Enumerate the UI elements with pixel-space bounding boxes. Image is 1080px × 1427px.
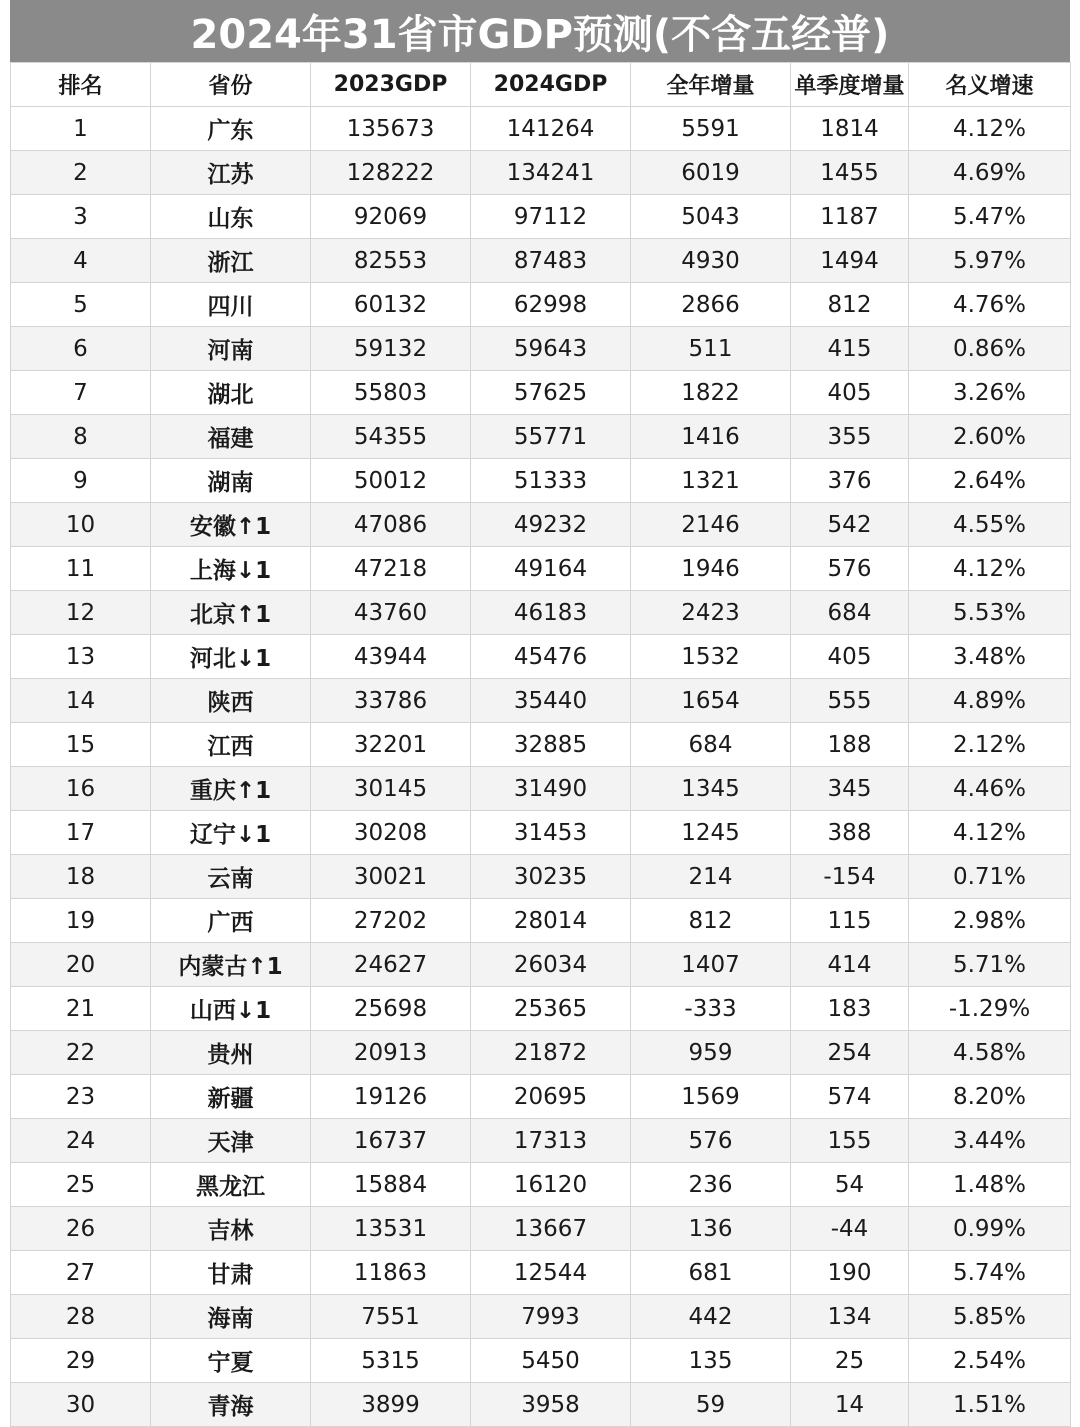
cell-annual-increase: 5043 — [631, 195, 791, 239]
cell-rank: 18 — [11, 855, 151, 899]
header-nominal-growth: 名义增速 — [909, 63, 1071, 107]
cell-rank: 28 — [11, 1295, 151, 1339]
table-row — [11, 1075, 1071, 1119]
cell-rank: 29 — [11, 1339, 151, 1383]
cell-quarter-increase: 188 — [791, 723, 909, 767]
cell-gdp-2023: 20913 — [311, 1031, 471, 1075]
cell-annual-increase: 2423 — [631, 591, 791, 635]
cell-gdp-2024: 12544 — [471, 1251, 631, 1295]
cell-province: 安徽↑1 — [151, 503, 311, 547]
cell-quarter-increase: 355 — [791, 415, 909, 459]
cell-province: 内蒙古↑1 — [151, 943, 311, 987]
table-row — [11, 679, 1071, 723]
cell-province: 北京↑1 — [151, 591, 311, 635]
cell-gdp-2024: 35440 — [471, 679, 631, 723]
cell-gdp-2024: 25365 — [471, 987, 631, 1031]
cell-gdp-2024: 55771 — [471, 415, 631, 459]
cell-province: 吉林 — [151, 1207, 311, 1251]
cell-annual-increase: 1822 — [631, 371, 791, 415]
cell-annual-increase: 1321 — [631, 459, 791, 503]
cell-province: 四川 — [151, 283, 311, 327]
cell-province: 山西↓1 — [151, 987, 311, 1031]
cell-gdp-2023: 43760 — [311, 591, 471, 635]
cell-quarter-increase: 25 — [791, 1339, 909, 1383]
cell-rank: 12 — [11, 591, 151, 635]
page-title: 2024年31省市GDP预测(不含五经普) — [10, 0, 1070, 62]
cell-nominal-growth: 5.85% — [909, 1295, 1071, 1339]
cell-annual-increase: 236 — [631, 1163, 791, 1207]
cell-gdp-2024: 20695 — [471, 1075, 631, 1119]
cell-quarter-increase: 376 — [791, 459, 909, 503]
table-body — [11, 107, 1071, 1427]
cell-annual-increase: 136 — [631, 1207, 791, 1251]
table-row — [11, 1295, 1071, 1339]
cell-annual-increase: 6019 — [631, 151, 791, 195]
cell-rank: 15 — [11, 723, 151, 767]
cell-gdp-2024: 7993 — [471, 1295, 631, 1339]
cell-rank: 10 — [11, 503, 151, 547]
cell-gdp-2023: 135673 — [311, 107, 471, 151]
cell-province: 广东 — [151, 107, 311, 151]
cell-annual-increase: 684 — [631, 723, 791, 767]
cell-gdp-2023: 43944 — [311, 635, 471, 679]
cell-quarter-increase: 14 — [791, 1383, 909, 1427]
cell-gdp-2023: 30208 — [311, 811, 471, 855]
cell-rank: 11 — [11, 547, 151, 591]
cell-quarter-increase: 414 — [791, 943, 909, 987]
cell-gdp-2023: 128222 — [311, 151, 471, 195]
cell-rank: 20 — [11, 943, 151, 987]
cell-nominal-growth: 2.64% — [909, 459, 1071, 503]
cell-nominal-growth: -1.29% — [909, 987, 1071, 1031]
cell-rank: 9 — [11, 459, 151, 503]
cell-province: 天津 — [151, 1119, 311, 1163]
cell-gdp-2023: 33786 — [311, 679, 471, 723]
cell-nominal-growth: 4.12% — [909, 811, 1071, 855]
cell-gdp-2023: 54355 — [311, 415, 471, 459]
table-row — [11, 1031, 1071, 1075]
cell-gdp-2023: 25698 — [311, 987, 471, 1031]
cell-nominal-growth: 4.58% — [909, 1031, 1071, 1075]
cell-province: 陕西 — [151, 679, 311, 723]
table-row — [11, 855, 1071, 899]
cell-gdp-2024: 46183 — [471, 591, 631, 635]
cell-annual-increase: 511 — [631, 327, 791, 371]
cell-annual-increase: -333 — [631, 987, 791, 1031]
cell-quarter-increase: 388 — [791, 811, 909, 855]
cell-nominal-growth: 0.86% — [909, 327, 1071, 371]
cell-rank: 30 — [11, 1383, 151, 1427]
cell-province: 江西 — [151, 723, 311, 767]
cell-annual-increase: 4930 — [631, 239, 791, 283]
cell-nominal-growth: 1.51% — [909, 1383, 1071, 1427]
cell-quarter-increase: 415 — [791, 327, 909, 371]
cell-gdp-2023: 82553 — [311, 239, 471, 283]
cell-annual-increase: 1416 — [631, 415, 791, 459]
cell-nominal-growth: 8.20% — [909, 1075, 1071, 1119]
table-row — [11, 1339, 1071, 1383]
cell-gdp-2023: 47218 — [311, 547, 471, 591]
cell-quarter-increase: -154 — [791, 855, 909, 899]
cell-nominal-growth: 5.53% — [909, 591, 1071, 635]
cell-annual-increase: 576 — [631, 1119, 791, 1163]
cell-province: 云南 — [151, 855, 311, 899]
cell-gdp-2024: 51333 — [471, 459, 631, 503]
cell-gdp-2024: 5450 — [471, 1339, 631, 1383]
cell-annual-increase: 135 — [631, 1339, 791, 1383]
cell-gdp-2024: 31490 — [471, 767, 631, 811]
cell-rank: 2 — [11, 151, 151, 195]
cell-quarter-increase: 574 — [791, 1075, 909, 1119]
cell-gdp-2024: 21872 — [471, 1031, 631, 1075]
table-row — [11, 899, 1071, 943]
cell-rank: 8 — [11, 415, 151, 459]
cell-quarter-increase: -44 — [791, 1207, 909, 1251]
cell-quarter-increase: 555 — [791, 679, 909, 723]
table-row — [11, 1383, 1071, 1427]
cell-rank: 27 — [11, 1251, 151, 1295]
cell-annual-increase: 59 — [631, 1383, 791, 1427]
cell-rank: 5 — [11, 283, 151, 327]
cell-province: 福建 — [151, 415, 311, 459]
cell-nominal-growth: 3.48% — [909, 635, 1071, 679]
cell-province: 河南 — [151, 327, 311, 371]
cell-gdp-2023: 16737 — [311, 1119, 471, 1163]
cell-province: 海南 — [151, 1295, 311, 1339]
cell-rank: 16 — [11, 767, 151, 811]
cell-province: 宁夏 — [151, 1339, 311, 1383]
table-row — [11, 723, 1071, 767]
header-gdp-2023: 2023GDP — [311, 63, 471, 107]
cell-annual-increase: 442 — [631, 1295, 791, 1339]
cell-gdp-2024: 26034 — [471, 943, 631, 987]
table-header-row — [11, 63, 1071, 107]
cell-quarter-increase: 405 — [791, 371, 909, 415]
cell-gdp-2023: 7551 — [311, 1295, 471, 1339]
cell-rank: 22 — [11, 1031, 151, 1075]
cell-annual-increase: 5591 — [631, 107, 791, 151]
cell-quarter-increase: 54 — [791, 1163, 909, 1207]
cell-gdp-2023: 60132 — [311, 283, 471, 327]
cell-rank: 21 — [11, 987, 151, 1031]
cell-nominal-growth: 5.47% — [909, 195, 1071, 239]
cell-gdp-2024: 97112 — [471, 195, 631, 239]
cell-gdp-2024: 49164 — [471, 547, 631, 591]
cell-rank: 26 — [11, 1207, 151, 1251]
cell-nominal-growth: 4.12% — [909, 547, 1071, 591]
cell-gdp-2024: 62998 — [471, 283, 631, 327]
cell-gdp-2024: 32885 — [471, 723, 631, 767]
cell-annual-increase: 1345 — [631, 767, 791, 811]
cell-quarter-increase: 542 — [791, 503, 909, 547]
cell-province: 贵州 — [151, 1031, 311, 1075]
cell-annual-increase: 1569 — [631, 1075, 791, 1119]
cell-rank: 25 — [11, 1163, 151, 1207]
cell-rank: 7 — [11, 371, 151, 415]
cell-quarter-increase: 134 — [791, 1295, 909, 1339]
cell-annual-increase: 2866 — [631, 283, 791, 327]
table-row — [11, 1163, 1071, 1207]
cell-nominal-growth: 5.71% — [909, 943, 1071, 987]
table-row — [11, 767, 1071, 811]
table-row — [11, 635, 1071, 679]
header-gdp-2024: 2024GDP — [471, 63, 631, 107]
cell-gdp-2024: 16120 — [471, 1163, 631, 1207]
cell-gdp-2024: 87483 — [471, 239, 631, 283]
cell-gdp-2023: 24627 — [311, 943, 471, 987]
cell-nominal-growth: 5.97% — [909, 239, 1071, 283]
cell-quarter-increase: 1814 — [791, 107, 909, 151]
cell-gdp-2024: 57625 — [471, 371, 631, 415]
cell-gdp-2023: 59132 — [311, 327, 471, 371]
cell-gdp-2023: 30021 — [311, 855, 471, 899]
cell-quarter-increase: 1187 — [791, 195, 909, 239]
table-row — [11, 151, 1071, 195]
table-row — [11, 503, 1071, 547]
cell-nominal-growth: 4.55% — [909, 503, 1071, 547]
cell-province: 辽宁↓1 — [151, 811, 311, 855]
cell-annual-increase: 1245 — [631, 811, 791, 855]
cell-nominal-growth: 3.44% — [909, 1119, 1071, 1163]
cell-quarter-increase: 1455 — [791, 151, 909, 195]
table-row — [11, 371, 1071, 415]
header-annual-increase: 全年增量 — [631, 63, 791, 107]
cell-province: 湖北 — [151, 371, 311, 415]
cell-gdp-2024: 28014 — [471, 899, 631, 943]
header-province: 省份 — [151, 63, 311, 107]
cell-rank: 13 — [11, 635, 151, 679]
cell-rank: 17 — [11, 811, 151, 855]
cell-quarter-increase: 190 — [791, 1251, 909, 1295]
cell-gdp-2023: 47086 — [311, 503, 471, 547]
table-row — [11, 943, 1071, 987]
cell-annual-increase: 1532 — [631, 635, 791, 679]
cell-province: 广西 — [151, 899, 311, 943]
table-row — [11, 415, 1071, 459]
cell-quarter-increase: 684 — [791, 591, 909, 635]
cell-province: 江苏 — [151, 151, 311, 195]
cell-province: 河北↓1 — [151, 635, 311, 679]
table-row — [11, 459, 1071, 503]
table-row — [11, 1119, 1071, 1163]
cell-province: 上海↓1 — [151, 547, 311, 591]
cell-gdp-2023: 5315 — [311, 1339, 471, 1383]
cell-quarter-increase: 115 — [791, 899, 909, 943]
cell-quarter-increase: 254 — [791, 1031, 909, 1075]
cell-province: 山东 — [151, 195, 311, 239]
table-row — [11, 327, 1071, 371]
cell-gdp-2024: 31453 — [471, 811, 631, 855]
cell-nominal-growth: 5.74% — [909, 1251, 1071, 1295]
table-row — [11, 1251, 1071, 1295]
cell-gdp-2024: 59643 — [471, 327, 631, 371]
cell-gdp-2024: 45476 — [471, 635, 631, 679]
cell-annual-increase: 1407 — [631, 943, 791, 987]
cell-gdp-2024: 17313 — [471, 1119, 631, 1163]
cell-annual-increase: 959 — [631, 1031, 791, 1075]
cell-quarter-increase: 1494 — [791, 239, 909, 283]
cell-gdp-2023: 19126 — [311, 1075, 471, 1119]
table-row — [11, 987, 1071, 1031]
cell-province: 新疆 — [151, 1075, 311, 1119]
table-row — [11, 195, 1071, 239]
cell-gdp-2024: 3958 — [471, 1383, 631, 1427]
cell-province: 青海 — [151, 1383, 311, 1427]
table-row — [11, 591, 1071, 635]
table-row — [11, 811, 1071, 855]
table-row — [11, 107, 1071, 151]
table-row — [11, 547, 1071, 591]
cell-province: 浙江 — [151, 239, 311, 283]
cell-quarter-increase: 405 — [791, 635, 909, 679]
cell-quarter-increase: 812 — [791, 283, 909, 327]
cell-quarter-increase: 155 — [791, 1119, 909, 1163]
cell-nominal-growth: 4.76% — [909, 283, 1071, 327]
cell-nominal-growth: 0.71% — [909, 855, 1071, 899]
cell-gdp-2023: 13531 — [311, 1207, 471, 1251]
cell-gdp-2023: 30145 — [311, 767, 471, 811]
cell-gdp-2024: 49232 — [471, 503, 631, 547]
cell-nominal-growth: 4.89% — [909, 679, 1071, 723]
cell-gdp-2023: 15884 — [311, 1163, 471, 1207]
cell-nominal-growth: 0.99% — [909, 1207, 1071, 1251]
cell-nominal-growth: 2.98% — [909, 899, 1071, 943]
cell-nominal-growth: 4.69% — [909, 151, 1071, 195]
cell-quarter-increase: 576 — [791, 547, 909, 591]
cell-nominal-growth: 4.12% — [909, 107, 1071, 151]
table-row — [11, 239, 1071, 283]
cell-gdp-2023: 11863 — [311, 1251, 471, 1295]
cell-quarter-increase: 183 — [791, 987, 909, 1031]
cell-nominal-growth: 3.26% — [909, 371, 1071, 415]
cell-gdp-2024: 13667 — [471, 1207, 631, 1251]
cell-province: 甘肃 — [151, 1251, 311, 1295]
cell-nominal-growth: 2.12% — [909, 723, 1071, 767]
cell-rank: 19 — [11, 899, 151, 943]
cell-rank: 14 — [11, 679, 151, 723]
cell-gdp-2024: 141264 — [471, 107, 631, 151]
cell-gdp-2023: 55803 — [311, 371, 471, 415]
table-row — [11, 283, 1071, 327]
cell-rank: 23 — [11, 1075, 151, 1119]
cell-nominal-growth: 2.54% — [909, 1339, 1071, 1383]
table-row — [11, 1207, 1071, 1251]
cell-rank: 1 — [11, 107, 151, 151]
cell-rank: 6 — [11, 327, 151, 371]
cell-gdp-2024: 30235 — [471, 855, 631, 899]
cell-annual-increase: 2146 — [631, 503, 791, 547]
cell-province: 重庆↑1 — [151, 767, 311, 811]
cell-gdp-2023: 50012 — [311, 459, 471, 503]
cell-gdp-2023: 3899 — [311, 1383, 471, 1427]
cell-annual-increase: 1654 — [631, 679, 791, 723]
cell-rank: 4 — [11, 239, 151, 283]
header-rank: 排名 — [11, 63, 151, 107]
cell-province: 黑龙江 — [151, 1163, 311, 1207]
cell-annual-increase: 1946 — [631, 547, 791, 591]
cell-rank: 3 — [11, 195, 151, 239]
cell-province: 湖南 — [151, 459, 311, 503]
cell-annual-increase: 812 — [631, 899, 791, 943]
cell-gdp-2023: 32201 — [311, 723, 471, 767]
cell-gdp-2023: 92069 — [311, 195, 471, 239]
cell-gdp-2023: 27202 — [311, 899, 471, 943]
cell-nominal-growth: 1.48% — [909, 1163, 1071, 1207]
gdp-table — [10, 62, 1071, 1427]
cell-gdp-2024: 134241 — [471, 151, 631, 195]
cell-nominal-growth: 4.46% — [909, 767, 1071, 811]
cell-annual-increase: 214 — [631, 855, 791, 899]
cell-rank: 24 — [11, 1119, 151, 1163]
header-quarter-increase: 单季度增量 — [791, 63, 909, 107]
cell-annual-increase: 681 — [631, 1251, 791, 1295]
cell-nominal-growth: 2.60% — [909, 415, 1071, 459]
cell-quarter-increase: 345 — [791, 767, 909, 811]
